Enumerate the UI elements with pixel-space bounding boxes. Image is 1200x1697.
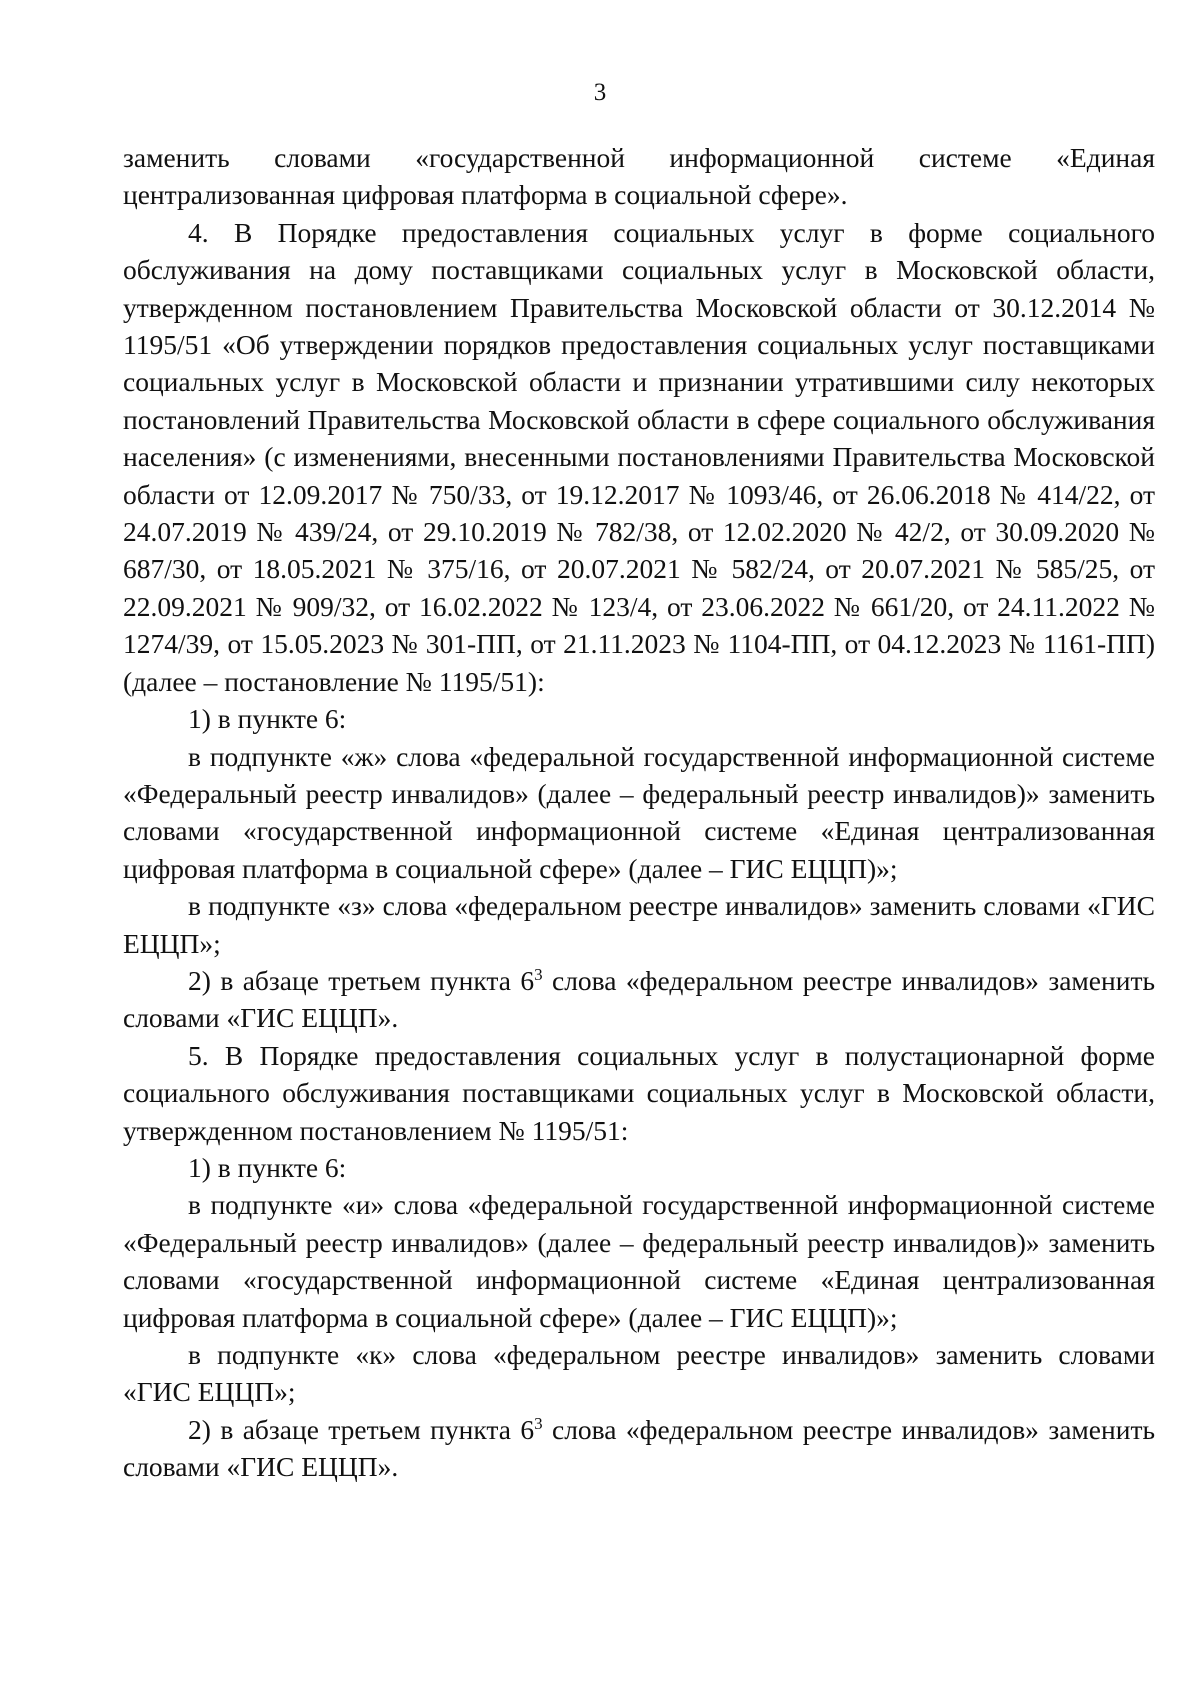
superscript-3: 3 [534, 1413, 543, 1433]
paragraph-item-5-subpoint-k: в подпункте «к» слова «федеральном реестре инвалидов» заменить словами «ГИС ЕЦЦП»; [123, 1339, 1155, 1408]
page-number: 3 [593, 79, 607, 106]
paragraph-item-4-sub-2-end: слова «федеральном реестре инвалидов» заменить словами «ГИС ЕЦЦП». [123, 964, 1155, 1034]
paragraph-item-4-sub-2-start: 2) в абзаце третьем пункта 6 [188, 964, 535, 996]
superscript-3: 3 [534, 964, 543, 984]
paragraph-item-4-sub-1: 1) в пункте 6: [188, 703, 347, 735]
paragraph-item-5-sub-2-start: 2) в абзаце третьем пункта 6 [188, 1413, 535, 1445]
paragraph-continuation: заменить словами «государственной информационной системе «Единая централизованная цифровая платформа в социальной сфере». [123, 142, 1155, 211]
paragraph-item-5-subpoint-i: в подпункте «и» слова «федеральной государственной информационной системе «Федеральный реестр инвалидов» (далее – федеральный реестр инвалидов)» заменить словами «государственной информационной системе «Единая централизованная цифровая платформа в социальной сфере» (далее – ГИС ЕЦЦП)»; [123, 1189, 1155, 1333]
document-body [123, 139, 1155, 1486]
paragraph-item-4-subpoint-zh: в подпункте «ж» слова «федеральной государственной информационной системе «Федеральный реестр инвалидов» (далее – федеральный реестр инвалидов)» заменить словами «государственной информационной системе «Единая централизованная цифровая платформа в социальной сфере» (далее – ГИС ЕЦЦП)»; [123, 740, 1155, 884]
paragraph-item-4-sub-2 [123, 962, 1155, 1037]
paragraph-item-5-sub-1: 1) в пункте 6: [188, 1151, 347, 1183]
paragraph-item-4: 4. В Порядке предоставления социальных услуг в форме социального обслуживания на дому поставщиками социальных услуг в Московской области, утвержденном постановлением Правительства Московской области от 30.12.2014 № 1195/51 «Об утверждении порядков предоставления социальных услуг поставщиками социальных услуг в Московской области и признании утратившими силу некоторых постановлений Правительства Московской области в сфере социального обслуживания населения» (с изменениями, внесенными постановлениями Правительства Московской области от 12.09.2017 № 750/33, от 19.12.2017 № 1093/46, от 26.06.2018 № 414/22, от 24.07.2019 № 439/24, от 29.10.2019 № 782/38, от 12.02.2020 № 42/2, от 30.09.2020 № 687/30, от 18.05.2021 № 375/16, от 20.07.2021 № 582/24, от 20.07.2021 № 585/25, от 22.09.2021 № 909/32, от 16.02.2022 № 123/4, от 23.06.2022 № 661/20, от 24.11.2022 № 1274/39, от 15.05.2023 № 301-ПП, от 21.11.2023 № 1104-ПП, от 04.12.2023 № 1161-ПП) (далее – постановление № 1195/51): [123, 216, 1155, 697]
paragraph-item-5-sub-2 [123, 1411, 1155, 1486]
paragraph-item-4-subpoint-z: в подпункте «з» слова «федеральном реестре инвалидов» заменить словами «ГИС ЕЦЦП»; [123, 890, 1155, 959]
paragraph-item-5-sub-2-end: слова «федеральном реестре инвалидов» заменить словами «ГИС ЕЦЦП». [123, 1413, 1155, 1483]
paragraph-item-5: 5. В Порядке предоставления социальных услуг в полустационарной форме социального обслуживания поставщиками социальных услуг в Московской области, утвержденном постановлением № 1195/51: [123, 1039, 1155, 1146]
